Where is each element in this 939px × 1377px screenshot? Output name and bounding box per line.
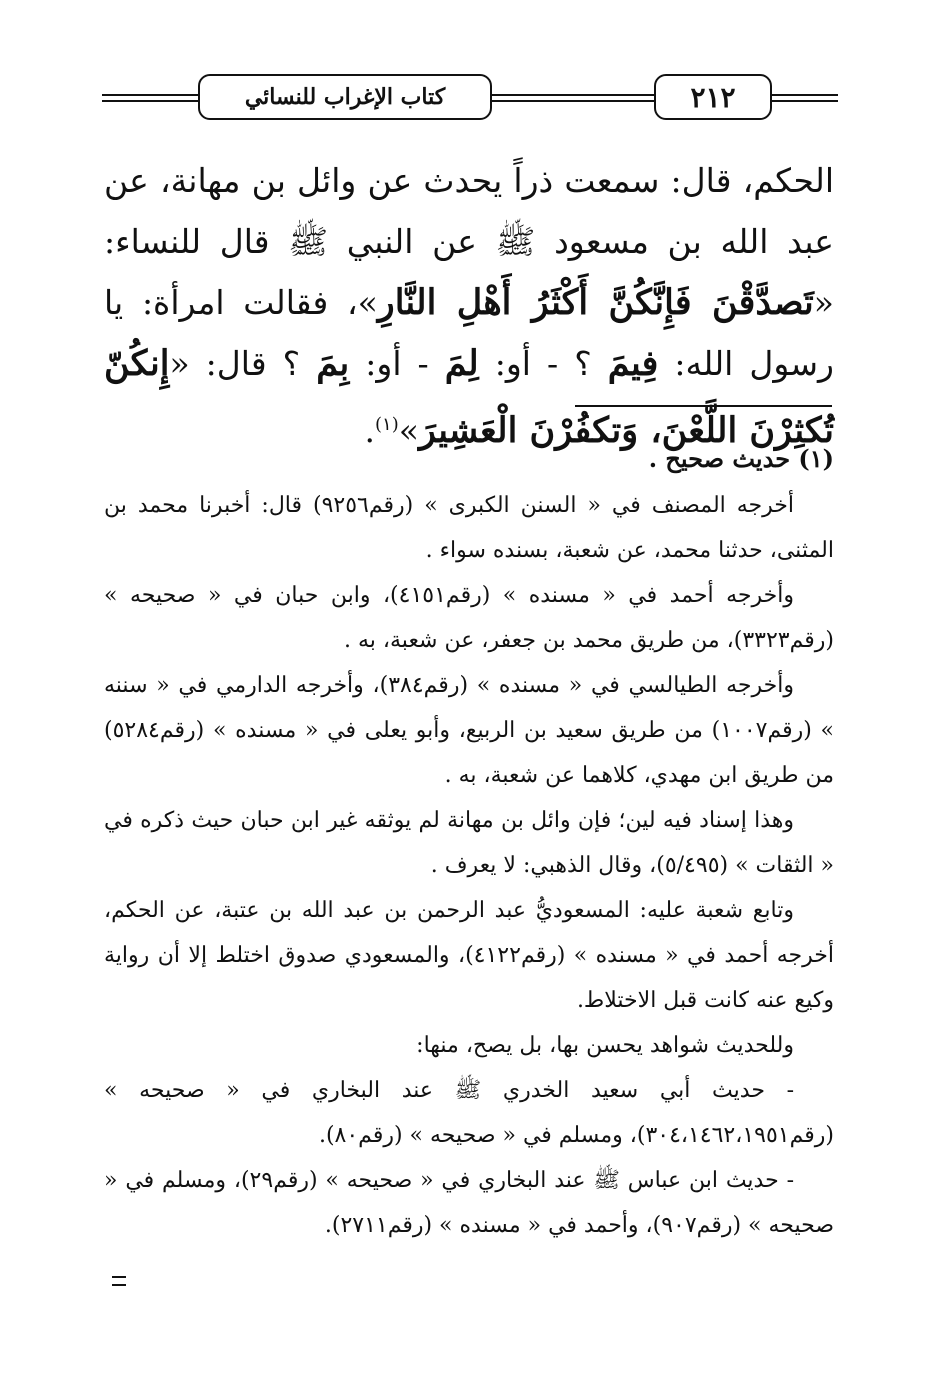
- text-or-1: ؟ - أو:: [478, 344, 608, 383]
- text-lima: لِمَ: [444, 343, 479, 384]
- header-rule-top-right: [770, 94, 838, 96]
- footnote-paragraph: - حديث أبي سعيد الخدري ﷺ عند البخاري في « صحيحه » (رقم٣٠٤،١٤٦٢،١٩٥١)، ومسلم في « صحيحه » (رقم٨٠).: [104, 1078, 834, 1148]
- text-fima: فِيمَ: [607, 343, 659, 384]
- footnote-paragraph: وهذا إسناد فيه لين؛ فإن وائل بن مهانة لم يوثقه غير ابن حبان حيث ذكره في « الثقات » (٥/٤٩٥)، وقال الذهبي: لا يعرف .: [104, 808, 834, 878]
- footnote-separator: [575, 405, 832, 407]
- text-or-2: - أو:: [349, 344, 445, 383]
- footnote-paragraph: وأخرجه الطيالسي في « مسنده » (رقم٣٨٤)، وأخرجه الدارمي في « سننه » (رقم١٠٠٧) من طريق سعيد بن الربيع، وأبو يعلى في « مسنده » (رقم٥٢٨٤) من طريق ابن مهدي، كلاهما عن شعبة، به .: [104, 673, 834, 788]
- main-text: [104, 150, 834, 461]
- text-bima: بِمَ: [316, 343, 350, 384]
- text-woman-question: »، فقالت امرأة: يا رسول الله:: [104, 283, 834, 383]
- footnote-ref: (١): [375, 414, 399, 435]
- footnote-paragraph: أخرجه المصنف في « السنن الكبرى » (رقم٩٢٥٦) قال: أخبرنا محمد بن المثنى، حدثنا محمد، عن شعبة، بسنده سواء .: [104, 493, 834, 563]
- footnote-paragraph: وللحديث شواهد يحسن بها، بل يصح، منها:: [416, 1033, 794, 1058]
- text-prophet-answer: إِنكُنّ تُكثِرْنَ اللَّعْنَ، وَتكفُرْنَ الْعَشِيرَ: [104, 343, 834, 451]
- footnote-paragraph: وأخرجه أحمد في « مسنده » (رقم٤١٥١)، وابن حبان في « صحيحه » (رقم٣٣٢٣)، من طريق محمد بن جعفر، عن شعبة، به .: [104, 583, 834, 653]
- footnote-paragraph: - حديث ابن عباس ﷺ عند البخاري في « صحيحه » (رقم٢٩)، ومسلم في « صحيحه » (رقم٩٠٧)، وأحمد في « مسنده » (رقم٢٧١١).: [104, 1168, 834, 1238]
- page-header: [102, 70, 838, 126]
- text-he-said: ؟ قال: «: [169, 344, 317, 383]
- text-end-period: .: [364, 411, 375, 450]
- header-rule-bottom-left: [102, 100, 206, 102]
- header-rule-top-middle: [490, 94, 658, 96]
- text-chain-intro: الحكم، قال: سمعت ذراً يحدث عن وائل بن مهانة، عن عبد الله بن مسعود ﷺ عن النبي ﷺ قال للنساء: «: [104, 161, 834, 322]
- page-number: ٢١٢: [654, 74, 772, 120]
- header-rule-bottom-middle: [490, 100, 658, 102]
- header-rule-bottom-right: [770, 100, 838, 102]
- footnotes: [104, 436, 834, 1248]
- text-prophet-saying: تَصدَّقْنَ فَإِنَّكُنَّ أَكْثَرُ أَهْلِ النَّارِ: [377, 282, 814, 323]
- text-closing-quote: »: [398, 411, 419, 450]
- end-mark: [112, 1276, 126, 1286]
- book-title: كتاب الإغراب للنسائي: [198, 74, 492, 120]
- footnote-paragraph: وتابع شعبة عليه: المسعوديُّ عبد الرحمن بن عبد الله بن عتبة، عن الحكم، أخرجه أحمد في « مسنده » (رقم٤١٢٢)، والمسعودي صدوق اختلط إلا أن رواية وكيع عنه كانت قبل الاختلاط.: [104, 898, 834, 1013]
- hadith-paragraph: [104, 150, 834, 461]
- footnote-heading: (١) حديث صحيح .: [648, 444, 834, 473]
- header-rule-top-left: [102, 94, 206, 96]
